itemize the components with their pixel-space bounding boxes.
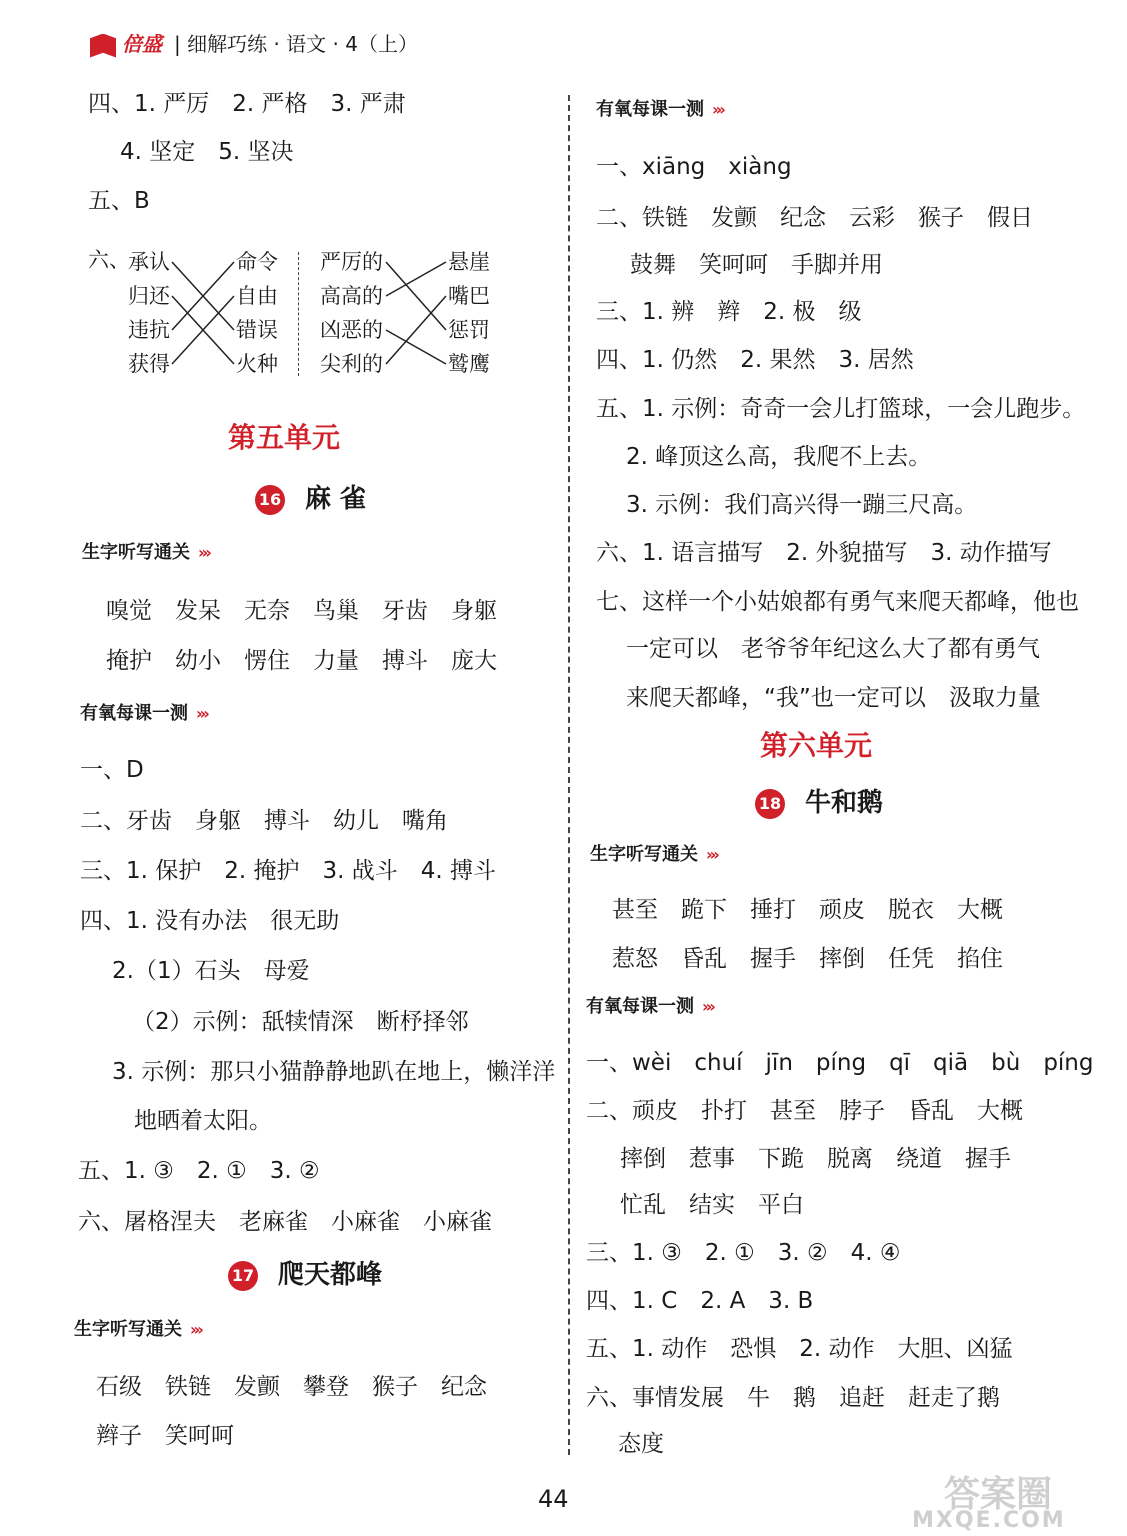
match-prefix: 六、: [88, 248, 130, 272]
answer-line: 三、1. 保护 2. 掩护 3. 战斗 4. 搏斗: [80, 858, 497, 884]
unit-title: 第六单元: [760, 729, 873, 762]
page-header: [90, 30, 418, 58]
watermark-url: MXQE.COM: [912, 1508, 1066, 1533]
answer-line: 五、1. ③ 2. ① 3. ②: [78, 1158, 320, 1184]
answer-line: 忙乱 结实 平白: [620, 1192, 804, 1218]
chevron-right-icon: ›››: [190, 1320, 201, 1339]
section-tag: [74, 1318, 201, 1342]
answer-line: 三、1. ③ 2. ① 3. ② 4. ④: [586, 1240, 901, 1266]
answer-line: 鼓舞 笑呵呵 手脚并用: [630, 252, 883, 278]
match-word: 严厉的: [320, 250, 383, 274]
match-word: 自由: [236, 284, 278, 308]
lesson-number-badge: 17: [228, 1261, 258, 1291]
section-tag: [596, 98, 723, 122]
answer-line: 二、顽皮 扑打 甚至 脖子 昏乱 大概: [586, 1098, 1023, 1124]
section-tag-label: 有氧每课一测: [596, 99, 704, 120]
chevron-right-icon: ›››: [702, 997, 713, 1016]
chevron-right-icon: ›››: [712, 100, 723, 119]
answer-line: 五、B: [88, 188, 150, 214]
answer-line: 2. 峰顶这么高，我爬不上去。: [626, 444, 932, 470]
chevron-right-icon: ›››: [198, 543, 209, 562]
lesson-number-badge: 16: [255, 485, 285, 515]
answer-line: 二、牙齿 身躯 搏斗 幼儿 嘴角: [80, 808, 448, 834]
match-word: 凶恶的: [320, 318, 383, 342]
lesson-title: [228, 1258, 382, 1292]
answer-line: 七、这样一个小姑娘都有勇气来爬天都峰，他也: [596, 589, 1079, 615]
section-tag: [80, 702, 207, 726]
section-tag-label: 生字听写通关: [82, 542, 190, 563]
match-lines-right: [384, 250, 448, 380]
word-row: 辫子 笑呵呵: [96, 1423, 234, 1449]
match-word: 违抗: [128, 318, 170, 342]
match-lines-left: [170, 250, 236, 380]
answer-line: 五、1. 示例：奇奇一会儿打篮球，一会儿跑步。: [596, 396, 1086, 422]
answer-line: 四、1. 严厉 2. 严格 3. 严肃: [88, 91, 406, 117]
answer-line: 三、1. 辨 辫 2. 极 级: [596, 299, 862, 325]
answer-line: 一定可以 老爷爷年纪这么大了都有勇气: [626, 636, 1040, 662]
answer-line: 一、xiāng xiàng: [596, 154, 792, 180]
header-title: 细解巧练 · 语文 · 4（上）: [187, 32, 418, 56]
word-row: 嗅觉 发呆 无奈 鸟巢 牙齿 身躯: [106, 598, 497, 624]
answer-line: 六、1. 语言描写 2. 外貌描写 3. 动作描写: [596, 540, 1052, 566]
section-tag: [586, 995, 713, 1019]
lesson-title: [755, 786, 883, 820]
match-word: 错误: [236, 318, 278, 342]
answer-line: 来爬天都峰，“我”也一定可以 汲取力量: [626, 685, 1041, 711]
answer-line: 3. 示例：那只小猫静静地趴在地上，懒洋洋: [112, 1059, 556, 1085]
match-word: 鹫鹰: [448, 352, 490, 376]
match-word: 尖利的: [320, 352, 383, 376]
word-row: 惹怒 昏乱 握手 摔倒 任凭 掐住: [612, 946, 1003, 972]
word-row: 掩护 幼小 愣住 力量 搏斗 庞大: [106, 648, 497, 674]
lesson-name: 爬天都峰: [278, 1260, 383, 1290]
header-separator: |: [174, 32, 188, 56]
match-word: 火种: [236, 352, 278, 376]
word-row: 石级 铁链 发颤 攀登 猴子 纪念: [96, 1374, 487, 1400]
chevron-right-icon: ›››: [706, 845, 717, 864]
section-tag-label: 生字听写通关: [590, 844, 698, 865]
answer-line: 2.（1）石头 母爱: [112, 958, 310, 984]
unit-title: 第五单元: [228, 421, 341, 454]
answer-line: 四、1. 没有办法 很无助: [80, 908, 340, 934]
answer-line: 二、铁链 发颤 纪念 云彩 猴子 假日: [596, 205, 1033, 231]
answer-line: 四、1. C 2. A 3. B: [586, 1288, 814, 1314]
match-word: 嘴巴: [448, 284, 490, 308]
chevron-right-icon: ›››: [196, 704, 207, 723]
answer-line: 四、1. 仍然 2. 果然 3. 居然: [596, 347, 914, 373]
match-word: 承认: [128, 250, 170, 274]
lesson-name: 牛和鹅: [805, 788, 884, 818]
match-word: 命令: [236, 250, 278, 274]
match-word: 获得: [128, 352, 170, 376]
section-tag: [590, 843, 717, 867]
answer-line: 态度: [618, 1431, 664, 1457]
match-word: 高高的: [320, 284, 383, 308]
answer-line: 一、D: [80, 757, 144, 783]
match-word: 悬崖: [448, 250, 490, 274]
column-divider: [568, 95, 570, 1455]
match-divider: [298, 252, 299, 376]
lesson-title: [255, 482, 366, 516]
answer-line: 摔倒 惹事 下跪 脱离 绕道 握手: [620, 1146, 1011, 1172]
lesson-number-badge: 18: [755, 789, 785, 819]
match-word: 归还: [128, 284, 170, 308]
page-number: 44: [538, 1485, 569, 1513]
word-row: 甚至 跪下 捶打 顽皮 脱衣 大概: [612, 897, 1003, 923]
brand-name: 倍盛: [122, 32, 162, 56]
answer-line: （2）示例：舐犊情深 断杼择邻: [132, 1009, 469, 1035]
watermark-logo: 答案圈: [944, 1474, 1053, 1515]
answer-line: 一、wèi chuí jīn píng qī qiā bù píng: [586, 1050, 1094, 1076]
section-tag: [82, 541, 209, 565]
answer-line: 五、1. 动作 恐惧 2. 动作 大胆、凶猛: [586, 1336, 1013, 1362]
match-word: 惩罚: [448, 318, 490, 342]
lesson-name: 麻 雀: [305, 484, 367, 514]
answer-line: 4. 坚定 5. 坚决: [120, 139, 294, 165]
section-tag-label: 有氧每课一测: [586, 996, 694, 1017]
brand-logo-icon: [90, 34, 116, 58]
answer-line: 3. 示例：我们高兴得一蹦三尺高。: [626, 492, 978, 518]
answer-line: 六、事情发展 牛 鹅 追赶 赶走了鹅: [586, 1385, 1000, 1411]
answer-line: 地晒着太阳。: [134, 1108, 272, 1134]
section-tag-label: 有氧每课一测: [80, 703, 188, 724]
answer-line: 六、屠格涅夫 老麻雀 小麻雀 小麻雀: [78, 1209, 492, 1235]
section-tag-label: 生字听写通关: [74, 1319, 182, 1340]
